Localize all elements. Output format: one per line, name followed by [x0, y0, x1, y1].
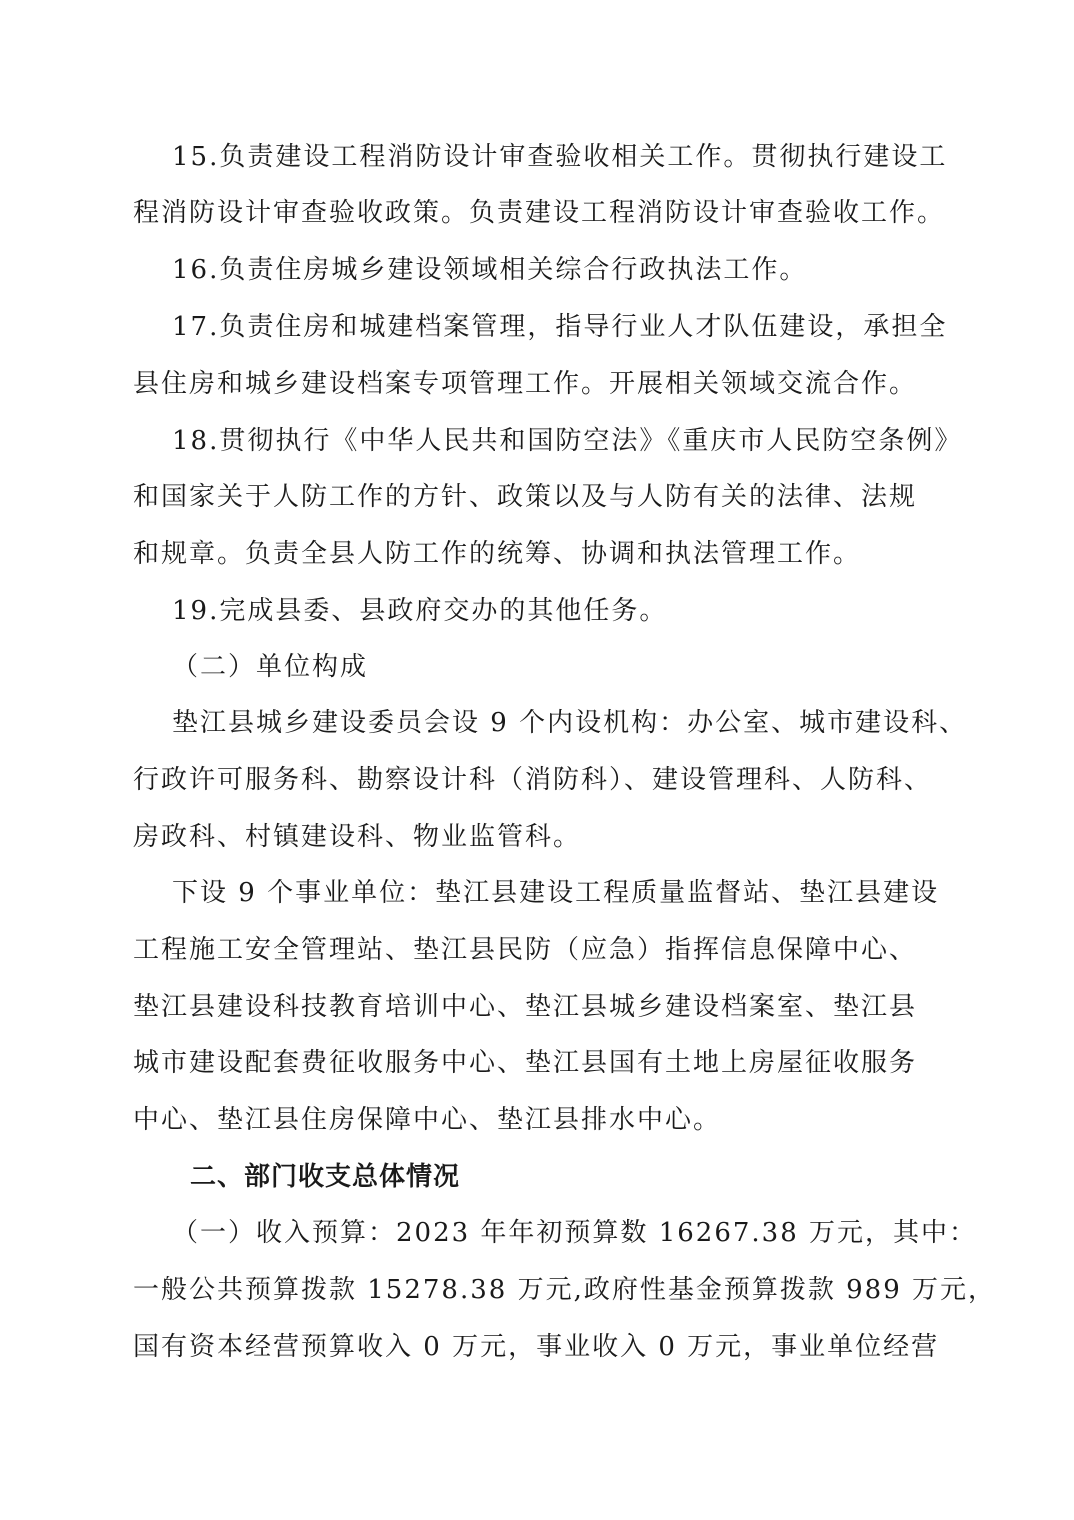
paragraph-line: 垫江县城乡建设委员会设 9 个内设机构：办公室、城市建设科、: [172, 708, 968, 738]
paragraph-line: 一般公共预算拨款 15278.38 万元,政府性基金预算拨款 989 万元，: [133, 1275, 997, 1305]
paragraph-line: 16.负责住房城乡建设领域相关综合行政执法工作。: [172, 255, 808, 285]
paragraph-line: 垫江县建设科技教育培训中心、垫江县城乡建设档案室、垫江县: [133, 992, 918, 1022]
paragraph-line: 和规章。负责全县人防工作的统筹、协调和执法管理工作。: [133, 539, 862, 569]
paragraph-line: 15.负责建设工程消防设计审查验收相关工作。贯彻执行建设工: [172, 142, 948, 172]
section-subheading: （二）单位构成: [172, 652, 369, 682]
paragraph-line: 城市建设配套费征收服务中心、垫江县国有土地上房屋征收服务: [133, 1048, 918, 1078]
section-heading: 二、部门收支总体情况: [190, 1162, 461, 1192]
paragraph-line: 19.完成县委、县政府交办的其他任务。: [172, 596, 668, 626]
paragraph-line: 国有资本经营预算收入 0 万元，事业收入 0 万元，事业单位经营: [133, 1332, 940, 1362]
paragraph-line: （一）收入预算：2023 年年初预算数 16267.38 万元，其中：: [172, 1218, 978, 1248]
paragraph-line: 下设 9 个事业单位：垫江县建设工程质量监督站、垫江县建设: [172, 878, 940, 908]
paragraph-line: 和国家关于人防工作的方针、政策以及与人防有关的法律、法规: [133, 482, 918, 512]
paragraph-line: 房政科、村镇建设科、物业监管科。: [133, 822, 582, 852]
paragraph-line: 程消防设计审查验收政策。负责建设工程消防设计审查验收工作。: [133, 198, 946, 228]
paragraph-line: 行政许可服务科、勘察设计科（消防科）、建设管理科、人防科、: [133, 765, 933, 795]
paragraph-line: 县住房和城乡建设档案专项管理工作。开展相关领域交流合作。: [133, 369, 918, 399]
paragraph-line: 18.贯彻执行《中华人民共和国防空法》《重庆市人民防空条例》: [172, 426, 963, 456]
paragraph-line: 17.负责住房和城建档案管理，指导行业人才队伍建设，承担全: [172, 312, 948, 342]
paragraph-line: 工程施工安全管理站、垫江县民防（应急）指挥信息保障中心、: [133, 935, 918, 965]
paragraph-line: 中心、垫江县住房保障中心、垫江县排水中心。: [133, 1105, 722, 1135]
